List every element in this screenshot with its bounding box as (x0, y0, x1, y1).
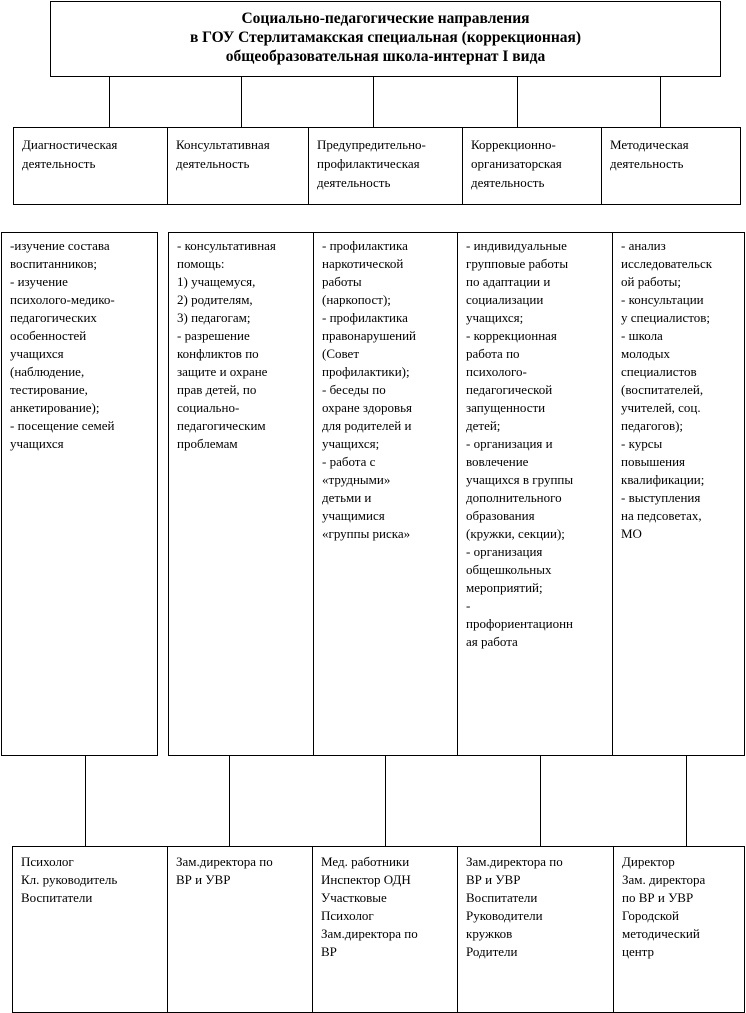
connector-title-heading-2 (241, 77, 242, 127)
connector-activity-responsible-4 (540, 756, 541, 846)
activity-line: 2) родителям, (177, 292, 253, 307)
activity-line: образования (466, 508, 535, 523)
heading-correctional-line-1: Коррекционно- (471, 137, 556, 152)
responsible-line: Мед. работники (321, 854, 410, 869)
activity-line: учащимися (322, 508, 385, 523)
responsible-line: кружков (466, 926, 513, 941)
activity-line: ая работа (466, 634, 518, 649)
connector-title-heading-3 (373, 77, 374, 127)
activity-line: (наркопост); (322, 292, 391, 307)
activity-line: общешкольных (466, 562, 552, 577)
connector-activity-responsible-1 (85, 756, 86, 846)
responsible-line: Участковые (321, 890, 387, 905)
responsible-line: Кл. руководитель (21, 872, 118, 887)
activity-line: для родителей и (322, 418, 412, 433)
activity-line: - организация и (466, 436, 553, 451)
title-line-1: Социально-педагогические направления (241, 10, 530, 27)
activity-line: - беседы по (322, 382, 386, 397)
activity-line: - консультативная (177, 238, 276, 253)
activity-line: психолого-медико- (10, 292, 115, 307)
heading-correctional-line-2: организаторская (471, 156, 562, 171)
responsible-line: ВР и УВР (176, 872, 231, 887)
activity-line: - выступления (621, 490, 701, 505)
activity-line: учащихся; (322, 436, 380, 451)
activity-line: профориентационн (466, 616, 574, 631)
activity-line: групповые работы (466, 256, 569, 271)
activity-line: наркотической (322, 256, 404, 271)
responsible-line: методический (622, 926, 700, 941)
activity-line: профилактики); (322, 364, 410, 379)
responsible-line: Родители (466, 944, 518, 959)
activity-line: работы (322, 274, 362, 289)
activities-correctional-text (458, 233, 612, 755)
activity-line: - школа (621, 328, 663, 343)
heading-methodical-line-2: деятельность (610, 156, 684, 171)
activity-line: (кружки, секции); (466, 526, 565, 541)
activity-line: правонарушений (322, 328, 416, 343)
activity-line: педагогическим (177, 418, 266, 433)
responsible-line: центр (622, 944, 655, 959)
connector-activity-responsible-3 (385, 756, 386, 846)
responsible-line: Психолог (21, 854, 74, 869)
activity-line: мероприятий; (466, 580, 543, 595)
heading-preventive (309, 128, 462, 204)
activity-line: педагогов); (621, 418, 684, 433)
activity-line: (воспитателей, (621, 382, 704, 397)
heading-diagnostic-line-2: деятельность (22, 156, 96, 171)
activity-line: - (466, 598, 471, 613)
activity-line: учащихся (10, 436, 64, 451)
activity-line: - анализ (621, 238, 666, 253)
responsible-line: по ВР и УВР (622, 890, 694, 905)
activity-line: учащихся в группы (466, 472, 574, 487)
heading-correctional (463, 128, 601, 204)
activity-line: «трудными» (322, 472, 391, 487)
heading-correctional-line-3: деятельность (471, 175, 545, 190)
activity-line: социализации (466, 292, 544, 307)
activity-line: запущенности (466, 400, 546, 415)
heading-preventive-line-2: профилактическая (317, 156, 420, 171)
activity-line: конфликтов по (177, 346, 259, 361)
responsible-correctional (458, 847, 613, 1012)
responsible-line: Зам.директора по (176, 854, 273, 869)
responsible-line: Психолог (321, 908, 374, 923)
activity-line: - изучение (10, 274, 68, 289)
responsible-line: Городской (622, 908, 679, 923)
connector-title-heading-4 (517, 77, 518, 127)
activity-line: психолого- (466, 364, 527, 379)
title-line-2: в ГОУ Стерлитамакская специальная (коррекционная) (189, 29, 582, 46)
activity-line: у специалистов; (621, 310, 711, 325)
activity-line: «группы риска» (322, 526, 411, 541)
activity-line: особенностей (10, 328, 87, 343)
heading-consultative (168, 128, 308, 204)
activity-line: детей; (466, 418, 501, 433)
activity-line: исследовательск (621, 256, 713, 271)
responsible-preventive (313, 847, 457, 1012)
activity-line: - курсы (621, 436, 663, 451)
heading-diagnostic (14, 128, 167, 204)
activity-line: 1) учащемуся, (177, 274, 256, 289)
activity-line: молодых (621, 346, 671, 361)
activity-line: ой работы; (621, 274, 681, 289)
activity-line: - разрешение (177, 328, 250, 343)
heading-diagnostic-line-1: Диагностическая (22, 137, 118, 152)
heading-methodical-line-1: Методическая (610, 137, 689, 152)
activity-line: учащихся (10, 346, 64, 361)
activity-line: вовлечение (466, 454, 529, 469)
responsible-line: Директор (622, 854, 675, 869)
activity-line: - профилактика (322, 238, 408, 253)
title-line-3: общеобразовательная школа-интернат I вида (225, 48, 546, 65)
responsible-line: Руководители (466, 908, 543, 923)
connector-activity-responsible-5 (686, 756, 687, 846)
responsible-line: Инспектор ОДН (321, 872, 411, 887)
activity-line: по адаптации и (466, 274, 551, 289)
activity-line: на педсоветах, (621, 508, 702, 523)
connector-activity-responsible-2 (229, 756, 230, 846)
activity-line: детьми и (322, 490, 372, 505)
activity-line: учителей, соц. (621, 400, 701, 415)
responsible-line: Зам.директора по (466, 854, 563, 869)
activity-line: специалистов (621, 364, 697, 379)
heading-preventive-line-3: деятельность (317, 175, 391, 190)
activity-line: - организация (466, 544, 543, 559)
activity-line: -изучение состава (10, 238, 110, 253)
activity-line: - работа с (322, 454, 376, 469)
activity-line: педагогических (10, 310, 97, 325)
heading-preventive-line-1: Предупредительно- (317, 137, 426, 152)
activity-line: - индивидуальные (466, 238, 567, 253)
activity-line: работа по (466, 346, 520, 361)
activity-line: социально- (177, 400, 240, 415)
activity-line: педагогической (466, 382, 553, 397)
heading-consultative-line-2: деятельность (176, 156, 250, 171)
activity-line: (наблюдение, (10, 364, 85, 379)
activity-line: охране здоровья (322, 400, 412, 415)
responsible-line: Зам. директора (622, 872, 706, 887)
activities-diagnostic-text (2, 233, 157, 755)
activity-line: дополнительного (466, 490, 562, 505)
responsible-line: Воспитатели (466, 890, 538, 905)
heading-methodical (602, 128, 740, 204)
responsible-line: Зам.директора по (321, 926, 418, 941)
activities-consultative-text (169, 233, 313, 755)
activity-line: МО (621, 526, 642, 541)
responsible-consultative (168, 847, 312, 1012)
activity-line: помощь: (177, 256, 225, 271)
activities-preventive-text (314, 233, 457, 755)
responsible-line: ВР и УВР (466, 872, 521, 887)
activity-line: (Совет (322, 346, 360, 361)
heading-consultative-line-1: Консультативная (176, 137, 270, 152)
activity-line: учащихся; (466, 310, 524, 325)
activity-line: анкетирование); (10, 400, 100, 415)
responsible-line: ВР (321, 944, 337, 959)
activity-line: - посещение семей (10, 418, 115, 433)
activity-line: 3) педагогам; (177, 310, 251, 325)
activity-line: тестирование, (10, 382, 88, 397)
activity-line: проблемам (177, 436, 238, 451)
activity-line: - коррекционная (466, 328, 557, 343)
responsible-methodical (614, 847, 744, 1012)
activities-methodical-text (613, 233, 744, 755)
connector-title-heading-1 (109, 77, 110, 127)
activity-line: защите и охране (177, 364, 268, 379)
activity-line: повышения (621, 454, 686, 469)
responsible-line: Воспитатели (21, 890, 93, 905)
activity-line: прав детей, по (177, 382, 257, 397)
activity-line: квалификации; (621, 472, 705, 487)
activity-line: воспитанников; (10, 256, 97, 271)
diagram-title (50, 1, 721, 77)
activity-line: - консультации (621, 292, 704, 307)
connector-title-heading-5 (660, 77, 661, 127)
responsible-diagnostic (13, 847, 167, 1012)
activity-line: - профилактика (322, 310, 408, 325)
